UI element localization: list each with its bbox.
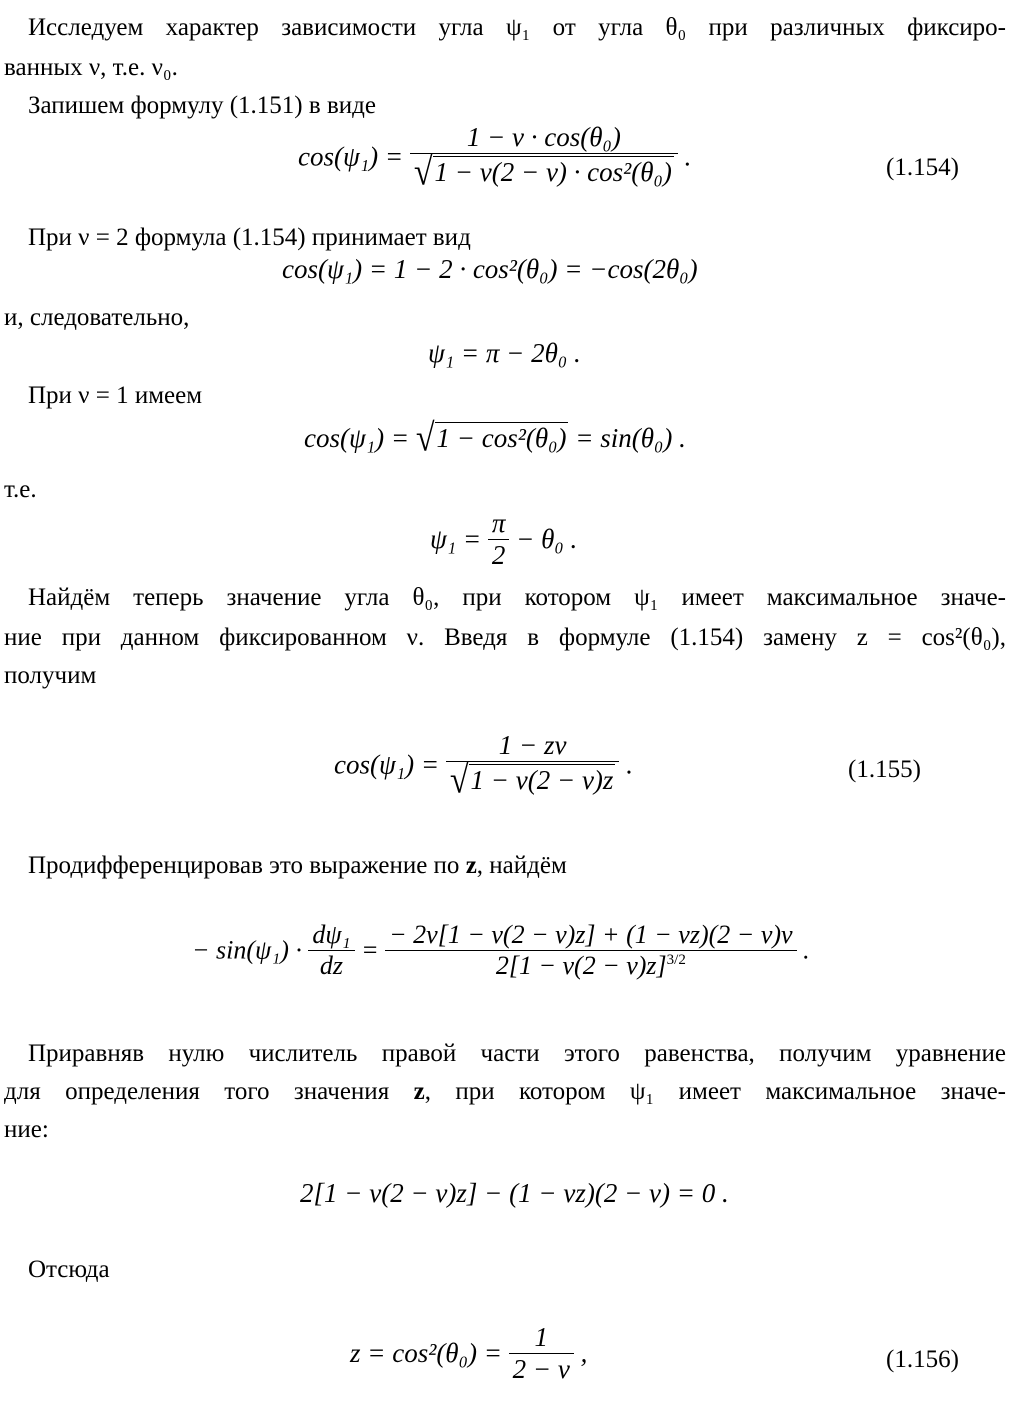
paragraph-6: т.е. xyxy=(4,476,37,503)
eq-v1-radicand: 1 − cos²(θ₀) xyxy=(436,423,567,453)
eq-diff-rhs-fraction xyxy=(385,920,796,981)
eq-half-fraction xyxy=(488,508,510,571)
paragraph-2: Запишем формулу (1.151) в виде xyxy=(28,92,376,119)
eq156-lhs: z = cos²(θ₀) = xyxy=(350,1338,502,1368)
eq155-denominator: √1 − ν(2 − ν)z xyxy=(446,761,620,800)
paragraph-9-line-2: для определения того значения z, при котором ψ₁ имеет максимальное значе- xyxy=(4,1078,1006,1105)
eq156-fraction xyxy=(509,1322,574,1385)
equation-psi-pi: ψ₁ = π − 2θ₀ . xyxy=(428,338,581,368)
paragraph-7-line-2: ние при данном фиксированном ν. Введя в формуле (1.154) замену z = cos²(θ₀), xyxy=(4,624,1006,651)
eq155-lhs: cos(ψ₁) = xyxy=(334,749,440,780)
eq-half-lhs: ψ₁ = xyxy=(430,524,482,554)
paragraph-3: При ν = 2 формула (1.154) принимает вид xyxy=(28,224,471,251)
eq155-tail: . xyxy=(626,749,633,780)
eq154-tail: . xyxy=(684,141,692,172)
eq-diff-tail: . xyxy=(803,935,810,965)
eq-v1-rhs: = sin(θ₀) . xyxy=(575,423,686,453)
equation-derivative xyxy=(192,920,810,981)
eq-diff-lhs-fraction xyxy=(308,920,354,981)
equation-1-155 xyxy=(334,730,633,800)
eq-diff-lhs: − sin(ψ₁) · xyxy=(192,935,302,965)
eq155-numerator: 1 − zν xyxy=(498,730,567,760)
equation-v-equals-1: cos(ψ₁) = √1 − cos²(θ₀) = sin(θ₀) . xyxy=(304,417,686,460)
paragraph-1-line-2: ванных ν, т.е. ν₀. xyxy=(4,54,178,81)
eq155-fraction xyxy=(446,730,620,800)
eq-half-rhs: − θ₀ . xyxy=(516,524,578,554)
eq156-numerator: 1 xyxy=(534,1322,549,1352)
paragraph-7-line-3: получим xyxy=(4,662,97,689)
equation-numerator-zero: 2[1 − ν(2 − ν)z] − (1 − νz)(2 − ν) = 0 . xyxy=(300,1178,729,1208)
paragraph-1-line-1: Исследуем характер зависимости угла ψ₁ от угла θ₀ при различных фиксиро- xyxy=(28,14,1006,41)
eq-diff-equals: = xyxy=(361,935,379,965)
eq-diff-rhs-denominator: $2[1 - \nu(2 - \nu)z]^{3/2}$ xyxy=(385,950,796,981)
eq-diff-lhs-numerator: dψ₁ xyxy=(312,920,351,949)
equation-psi-half-pi xyxy=(430,508,577,571)
equation-1-156 xyxy=(350,1322,587,1385)
eq154-denominator: √1 − ν(2 − ν) · cos²(θ₀) xyxy=(410,153,678,192)
equation-number-1-156: (1.156) xyxy=(886,1346,959,1373)
eq-diff-rhs-numerator: − 2ν[1 − ν(2 − ν)z] + (1 − νz)(2 − ν)ν xyxy=(389,920,793,949)
paragraph-4: и, следовательно, xyxy=(4,304,190,331)
equation-number-1-155: (1.155) xyxy=(848,756,921,783)
paragraph-5: При ν = 1 имеем xyxy=(28,382,203,409)
paragraph-9-line-3: ние: xyxy=(4,1116,49,1143)
eq154-numerator: 1 − ν · cos(θ₀) xyxy=(466,122,621,152)
equation-1-154 xyxy=(298,122,691,192)
equation-v-equals-2: cos(ψ₁) = 1 − 2 · cos²(θ₀) = −cos(2θ₀) xyxy=(282,254,698,284)
eq156-tail: , xyxy=(580,1338,588,1368)
equation-number-1-154: (1.154) xyxy=(886,154,959,181)
paragraph-9-line-1: Приравняв нулю числитель правой части этого равенства, получим уравнение xyxy=(28,1040,1006,1067)
eq-v1-lhs: cos(ψ₁) = xyxy=(304,423,410,453)
eq-diff-lhs-denominator: dz xyxy=(308,950,354,981)
eq156-denominator: 2 − ν xyxy=(509,1353,574,1385)
eq154-fraction xyxy=(410,122,678,192)
eq-half-denominator: 2 xyxy=(488,539,510,571)
eq-half-numerator: π xyxy=(491,508,506,538)
paragraph-10: Отсюда xyxy=(28,1256,110,1283)
paragraph-7-line-1: Найдём теперь значение угла θ₀, при котором ψ₁ имеет максимальное значе- xyxy=(28,584,1006,611)
eq154-lhs: cos(ψ₁) = xyxy=(298,141,404,172)
paragraph-8: Продифференцировав это выражение по z, найдём xyxy=(28,852,567,879)
